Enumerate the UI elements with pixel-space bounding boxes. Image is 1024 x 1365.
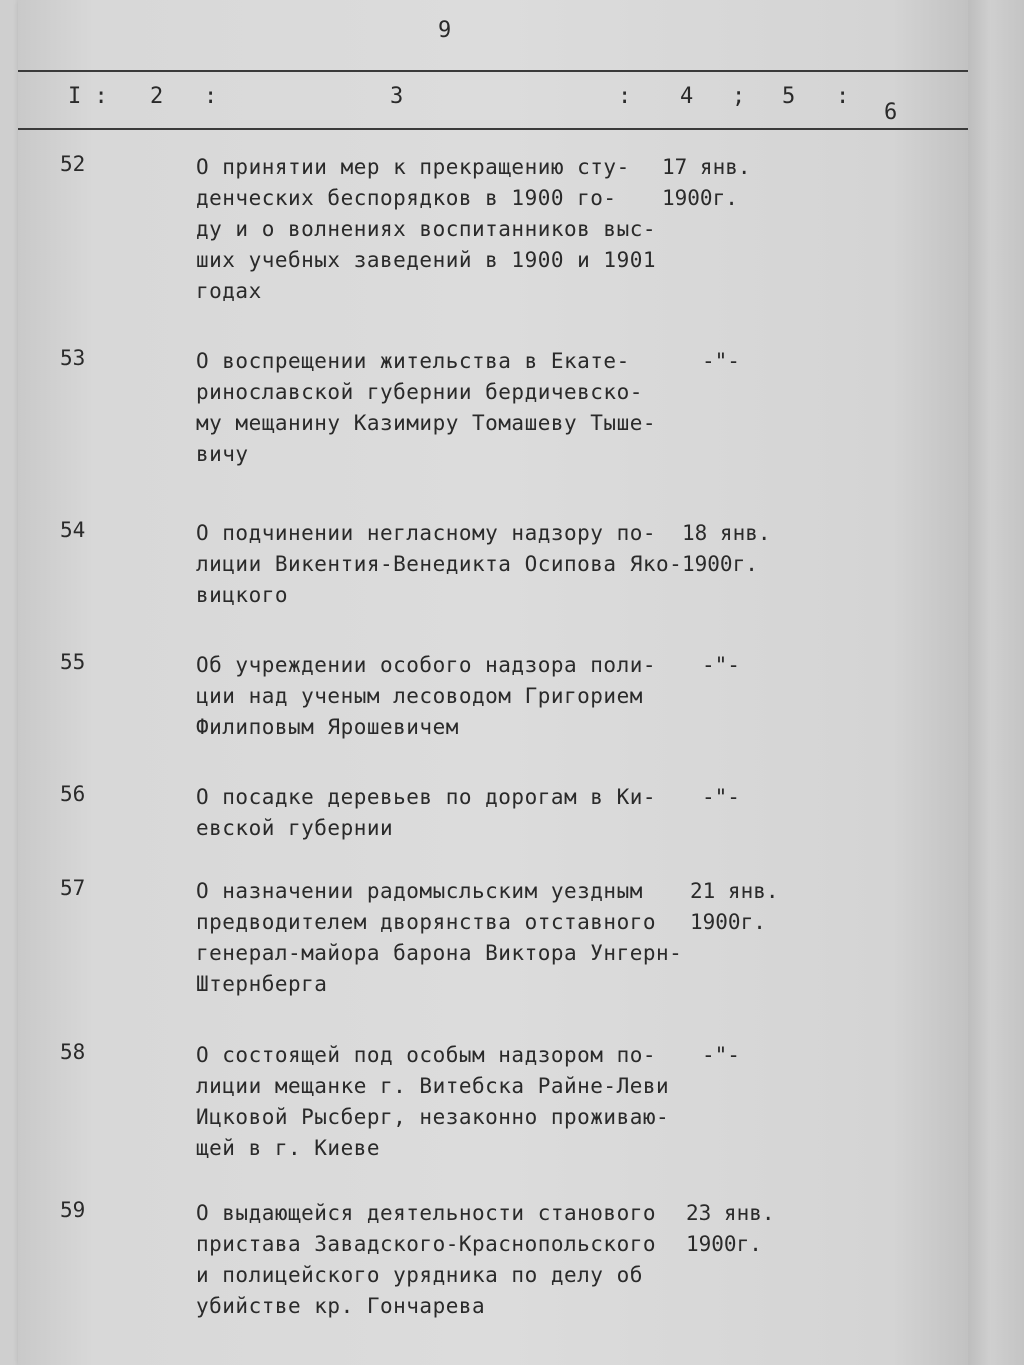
entry-text: О воспрещении жительства в Екате- ринославской губернии бердичевско- му мещанину Казимиру Томашеву Тыше- вичу: [196, 349, 657, 466]
entry-text: О выдающейся деятельности станового пристава Завадского-Краснопольского и полицейского урядника по делу об убийстве кр. Гончарева: [196, 1201, 657, 1318]
entry-number: 53: [60, 346, 86, 370]
entry-date: 23 янв. 1900г.: [686, 1201, 775, 1256]
entry-text: О состоящей под особым надзором по- лиции мещанке г. Витебска Райне-Леви Ицковой Рысберг, незаконно проживаю- щей в г. Киеве: [196, 1043, 670, 1160]
entry-text: О подчинении негласному надзору по- лиции Викентия-Венедикта Осипова Яко- вицкого: [196, 521, 683, 607]
header-rule-top: [18, 70, 968, 72]
entry-text: Об учреждении особого надзора поли- ции над ученым лесоводом Григорием Филиповым Ярошевичем: [196, 653, 657, 739]
column-header-separator: :: [204, 84, 218, 109]
page-edge: [968, 0, 1024, 1365]
entry-date: -"-: [702, 653, 740, 677]
entry-number: 55: [60, 650, 86, 674]
entry-number: 58: [60, 1040, 86, 1064]
entry-text: О назначении радомысльским уездным предводителем дворянства отставного генерал-майора барона Виктора Унгерн- Штернберга: [196, 879, 683, 996]
column-header-3: 3: [390, 84, 404, 109]
entry-date: -"-: [702, 785, 740, 809]
entry-number: 56: [60, 782, 86, 806]
entry-date: 17 янв. 1900г.: [662, 155, 751, 210]
entry-text: О принятии мер к прекращению сту- денческих беспорядков в 1900 го- ду и о волнениях воспитанников выс- ших учебных заведений в 1900 и 1901 годах: [196, 155, 657, 303]
entry-date: -"-: [702, 1043, 740, 1067]
column-header-2: 2: [150, 84, 164, 109]
entry-text: О посадке деревьев по дорогам в Ки- евской губернии: [196, 785, 657, 840]
entry-number: 54: [60, 518, 86, 542]
column-header-separator: :: [836, 84, 850, 109]
entry-number: 59: [60, 1198, 86, 1222]
column-header-5: 5: [782, 84, 796, 109]
column-header-separator: :: [618, 84, 632, 109]
header-rule-bottom: [18, 128, 968, 130]
entry-date: -"-: [702, 349, 740, 373]
column-header-6: 6: [884, 100, 898, 125]
entry-date: 21 янв. 1900г.: [690, 879, 779, 934]
column-header-separator: ;: [732, 84, 746, 109]
page-number: 9: [438, 18, 452, 43]
entry-number: 57: [60, 876, 86, 900]
entry-date: 18 янв. 1900г.: [682, 521, 771, 576]
column-header-1: I :: [68, 84, 108, 109]
entry-number: 52: [60, 152, 86, 176]
column-header-4: 4: [680, 84, 694, 109]
